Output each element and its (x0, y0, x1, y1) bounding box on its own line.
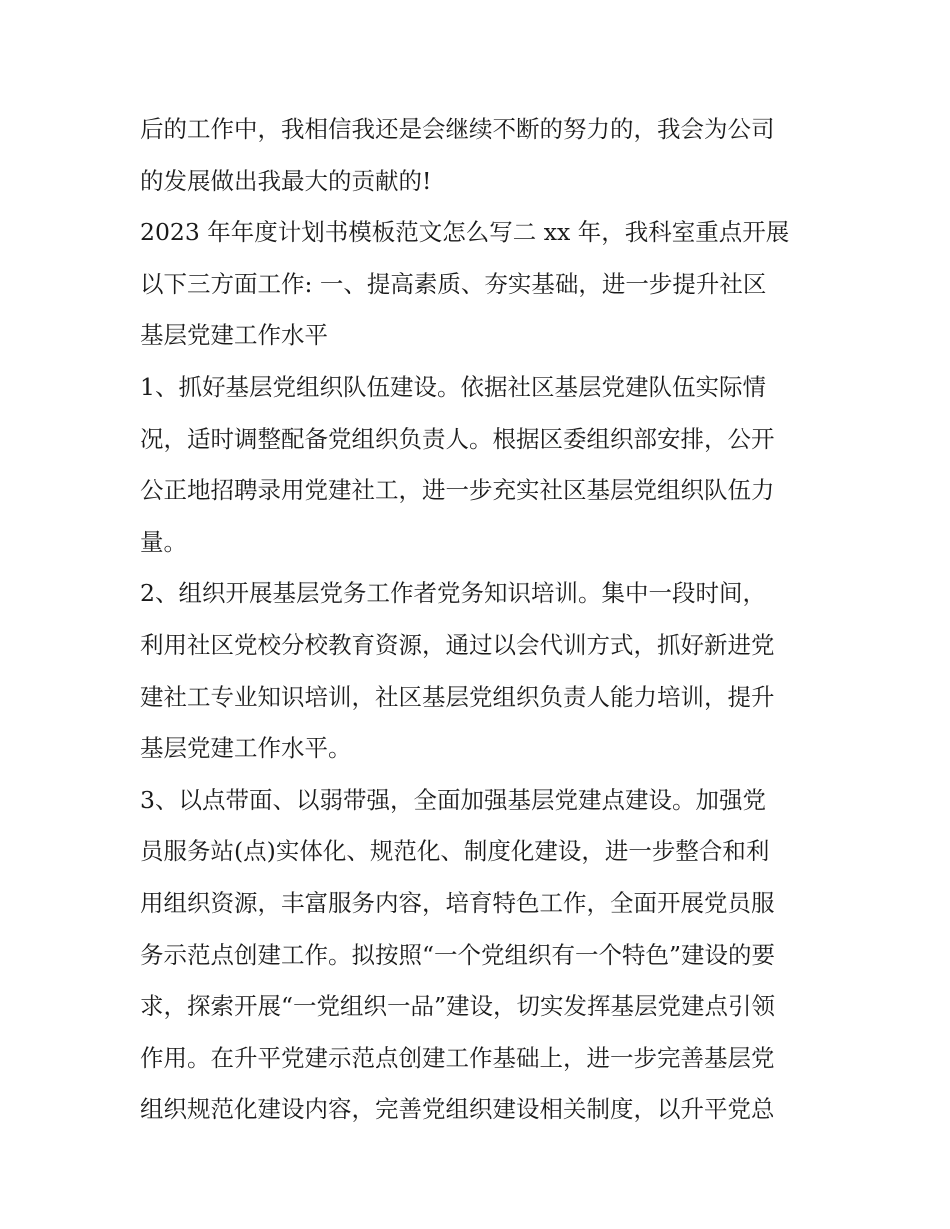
text-line: 基层党建工作水平。 (140, 734, 352, 763)
text-line: 量。 (140, 527, 187, 556)
text-line: 建社工专业知识培训，社区基层党组织负责人能力培训，提升 (140, 682, 775, 711)
text-line: 员服务站(点)实体化、规范化、制度化建设，进一步整合和利 (140, 837, 770, 866)
text-line: 利用社区党校分校教育资源，通过以会代训方式，抓好新进党 (140, 630, 775, 659)
text-line: 求，探索开展“一党组织一品”建设，切实发挥基层党建点引领 (140, 992, 776, 1021)
text-line: 基层党建工作水平 (140, 321, 328, 350)
text-line: 作用。在升平党建示范点创建工作基础上，进一步完善基层党 (140, 1043, 775, 1072)
document-body (140, 104, 820, 1136)
text-line: 2023 年年度计划书模板范文怎么写二 xx 年，我科室重点开展 (140, 218, 790, 247)
text-line: 组织规范化建设内容，完善党组织建设相关制度，以升平党总 (140, 1095, 775, 1124)
text-line: 公正地招聘录用党建社工，进一步充实社区基层党组织队伍力 (140, 476, 775, 505)
text-line: 以下三方面工作: 一、提高素质、夯实基础，进一步提升社区 (140, 269, 767, 298)
text-line: 2、组织开展基层党务工作者党务知识培训。集中一段时间， (140, 579, 766, 608)
text-line: 况，适时调整配备党组织负责人。根据区委组织部安排，公开 (140, 424, 775, 453)
text-line: 务示范点创建工作。拟按照“一个党组织有一个特色”建设的要 (140, 940, 776, 969)
text-line: 的发展做出我最大的贡献的! (140, 166, 432, 195)
text-line: 1、抓好基层党组织队伍建设。依据社区基层党建队伍实际情 (140, 372, 766, 401)
text-line: 后的工作中，我相信我还是会继续不断的努力的，我会为公司 (140, 115, 775, 143)
text-line: 3、以点带面、以弱带强，全面加强基层党建点建设。加强党 (140, 785, 766, 814)
text-line: 用组织资源，丰富服务内容，培育特色工作，全面开展党员服 (140, 888, 775, 917)
